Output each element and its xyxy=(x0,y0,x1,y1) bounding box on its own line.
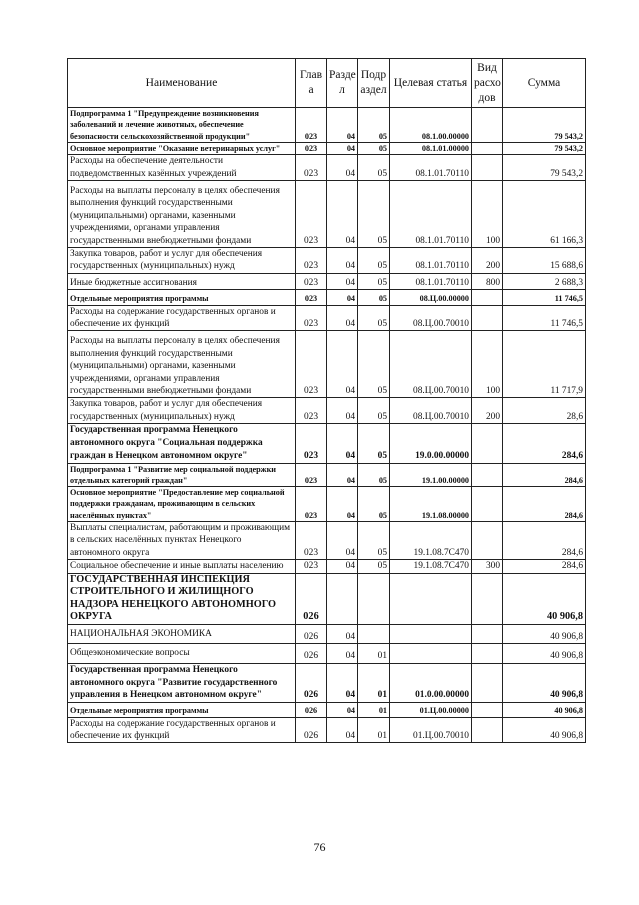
row-subsection: 05 xyxy=(358,155,390,181)
row-target: 08.1.00.00000 xyxy=(390,108,472,143)
row-section: 04 xyxy=(327,181,358,248)
row-subsection: 05 xyxy=(358,487,390,522)
row-subsection: 05 xyxy=(358,463,390,487)
table-row xyxy=(68,305,586,331)
row-amount: 11 717,9 xyxy=(503,331,586,398)
row-name: Расходы на выплаты персоналу в целях обеспечения выполнения функций государственными (муниципальными) органами, казенными учреждениями, органами управления государственными внебюджетными фондами xyxy=(68,331,296,398)
row-target: 08.1.01.70110 xyxy=(390,273,472,289)
row-section xyxy=(327,573,358,624)
row-expense-type xyxy=(472,155,503,181)
table-row xyxy=(68,273,586,289)
row-subsection: 05 xyxy=(358,181,390,248)
row-chapter: 026 xyxy=(296,625,327,644)
row-target: 08.Ц.00.70010 xyxy=(390,305,472,331)
row-amount: 61 166,3 xyxy=(503,181,586,248)
row-name: Расходы на обеспечение деятельности подведомственных казённых учреждений xyxy=(68,155,296,181)
row-target: 08.Ц.00.00000 xyxy=(390,290,472,305)
row-section: 04 xyxy=(327,703,358,717)
table-row xyxy=(68,248,586,274)
table-row xyxy=(68,703,586,717)
row-amount: 40 906,8 xyxy=(503,717,586,743)
row-chapter: 026 xyxy=(296,717,327,743)
row-amount: 284,6 xyxy=(503,522,586,560)
row-name: Основное мероприятие "Оказание ветеринарных услуг" xyxy=(68,142,296,154)
row-amount: 284,6 xyxy=(503,487,586,522)
row-amount: 11 746,5 xyxy=(503,305,586,331)
row-chapter: 023 xyxy=(296,142,327,154)
table-row xyxy=(68,487,586,522)
row-section: 04 xyxy=(327,717,358,743)
table-row xyxy=(68,181,586,248)
row-subsection: 05 xyxy=(358,331,390,398)
row-chapter: 023 xyxy=(296,398,327,424)
row-chapter: 023 xyxy=(296,487,327,522)
row-target: 01.Ц.00.70010 xyxy=(390,717,472,743)
row-amount: 79 543,2 xyxy=(503,155,586,181)
row-name: Иные бюджетные ассигнования xyxy=(68,273,296,289)
row-name: Общеэкономические вопросы xyxy=(68,644,296,663)
header-section: Разде л xyxy=(327,59,358,108)
table-row xyxy=(68,717,586,743)
row-name: Расходы на содержание государственных органов и обеспечение их функций xyxy=(68,717,296,743)
row-subsection: 01 xyxy=(358,703,390,717)
row-section: 04 xyxy=(327,273,358,289)
row-amount: 79 543,2 xyxy=(503,108,586,143)
row-chapter: 026 xyxy=(296,663,327,702)
row-target: 08.1.01.70110 xyxy=(390,181,472,248)
row-chapter: 023 xyxy=(296,331,327,398)
row-chapter: 023 xyxy=(296,463,327,487)
row-chapter: 023 xyxy=(296,248,327,274)
row-target: 19.1.08.7С470 xyxy=(390,560,472,573)
table-header-row xyxy=(68,59,586,108)
row-chapter: 026 xyxy=(296,573,327,624)
row-expense-type xyxy=(472,108,503,143)
budget-table xyxy=(67,58,586,743)
row-section: 04 xyxy=(327,560,358,573)
row-target: 08.1.01.70110 xyxy=(390,248,472,274)
row-expense-type xyxy=(472,663,503,702)
row-name: Социальное обеспечение и иные выплаты населению xyxy=(68,560,296,573)
row-amount: 2 688,3 xyxy=(503,273,586,289)
row-amount: 284,6 xyxy=(503,463,586,487)
row-expense-type xyxy=(472,644,503,663)
row-section: 04 xyxy=(327,625,358,644)
row-target: 19.0.00.00000 xyxy=(390,424,472,463)
row-expense-type: 100 xyxy=(472,331,503,398)
row-amount: 40 906,8 xyxy=(503,573,586,624)
row-section: 04 xyxy=(327,463,358,487)
row-chapter: 023 xyxy=(296,108,327,143)
row-subsection: 05 xyxy=(358,248,390,274)
table-row xyxy=(68,290,586,305)
row-amount: 40 906,8 xyxy=(503,663,586,702)
table-row xyxy=(68,522,586,560)
row-name: Основное мероприятие "Предоставление мер социальной поддержки гражданам, проживающим в сельских населённых пунктах" xyxy=(68,487,296,522)
row-subsection: 05 xyxy=(358,398,390,424)
row-expense-type xyxy=(472,717,503,743)
table-row xyxy=(68,398,586,424)
row-chapter: 023 xyxy=(296,155,327,181)
row-target: 01.Ц.00.00000 xyxy=(390,703,472,717)
row-target xyxy=(390,573,472,624)
row-target: 08.Ц.00.70010 xyxy=(390,398,472,424)
row-expense-type xyxy=(472,703,503,717)
row-expense-type xyxy=(472,463,503,487)
row-subsection: 05 xyxy=(358,108,390,143)
row-subsection xyxy=(358,573,390,624)
row-name: Отдельные мероприятия программы xyxy=(68,290,296,305)
row-amount: 284,6 xyxy=(503,424,586,463)
row-section: 04 xyxy=(327,305,358,331)
row-chapter: 023 xyxy=(296,181,327,248)
row-target: 08.1.01.00000 xyxy=(390,142,472,154)
table-row xyxy=(68,573,586,624)
row-expense-type: 800 xyxy=(472,273,503,289)
row-section: 04 xyxy=(327,142,358,154)
row-name: Выплаты специалистам, работающим и проживающим в сельских населённых пунктах Ненецкого автономного округа xyxy=(68,522,296,560)
row-name: Подпрограмма 1 "Развитие мер социальной поддержки отдельных категорий граждан" xyxy=(68,463,296,487)
table-row xyxy=(68,424,586,463)
row-target: 19.1.08.00000 xyxy=(390,487,472,522)
row-chapter: 026 xyxy=(296,644,327,663)
row-expense-type: 300 xyxy=(472,560,503,573)
row-chapter: 026 xyxy=(296,703,327,717)
row-subsection: 05 xyxy=(358,142,390,154)
row-target xyxy=(390,625,472,644)
row-section: 04 xyxy=(327,155,358,181)
row-subsection: 01 xyxy=(358,717,390,743)
row-target: 01.0.00.00000 xyxy=(390,663,472,702)
row-expense-type xyxy=(472,305,503,331)
row-amount: 40 906,8 xyxy=(503,625,586,644)
table-row xyxy=(68,108,586,143)
row-amount: 284,6 xyxy=(503,560,586,573)
table-row xyxy=(68,560,586,573)
row-target: 19.1.00.00000 xyxy=(390,463,472,487)
row-subsection: 05 xyxy=(358,290,390,305)
table-row xyxy=(68,463,586,487)
table-row xyxy=(68,331,586,398)
header-subsection: Подр аздел xyxy=(358,59,390,108)
row-chapter: 023 xyxy=(296,290,327,305)
row-amount: 79 543,2 xyxy=(503,142,586,154)
row-subsection: 01 xyxy=(358,663,390,702)
header-expense-type: Вид расхо дов xyxy=(472,59,503,108)
header-target-article: Целевая статья xyxy=(390,59,472,108)
row-chapter: 023 xyxy=(296,305,327,331)
table-row xyxy=(68,663,586,702)
header-chapter: Глав а xyxy=(296,59,327,108)
row-subsection: 05 xyxy=(358,305,390,331)
row-chapter: 023 xyxy=(296,522,327,560)
row-name: Государственная программа Ненецкого автономного округа "Развитие государственного управления в Ненецком автономном округе" xyxy=(68,663,296,702)
row-name: Отдельные мероприятия программы xyxy=(68,703,296,717)
row-name: Закупка товаров, работ и услуг для обеспечения государственных (муниципальных) нужд xyxy=(68,398,296,424)
row-subsection xyxy=(358,625,390,644)
row-chapter: 023 xyxy=(296,424,327,463)
row-name: Государственная программа Ненецкого автономного округа "Социальная поддержка граждан в Ненецком автономном округе" xyxy=(68,424,296,463)
row-chapter: 023 xyxy=(296,273,327,289)
row-section: 04 xyxy=(327,398,358,424)
row-target: 19.1.08.7С470 xyxy=(390,522,472,560)
row-section: 04 xyxy=(327,663,358,702)
table-row xyxy=(68,644,586,663)
row-name: ГОСУДАРСТВЕННАЯ ИНСПЕКЦИЯ СТРОИТЕЛЬНОГО И ЖИЛИЩНОГО НАДЗОРА НЕНЕЦКОГО АВТОНОМНОГО ОКРУГА xyxy=(68,573,296,624)
row-target: 08.Ц.00.70010 xyxy=(390,331,472,398)
row-expense-type xyxy=(472,522,503,560)
row-expense-type: 100 xyxy=(472,181,503,248)
row-amount: 40 906,8 xyxy=(503,703,586,717)
row-name: Расходы на содержание государственных органов и обеспечение их функций xyxy=(68,305,296,331)
row-subsection: 05 xyxy=(358,424,390,463)
row-name: Расходы на выплаты персоналу в целях обеспечения выполнения функций государственными (муниципальными) органами, казенными учреждениями, органами управления государственными внебюджетными фондами xyxy=(68,181,296,248)
table-row xyxy=(68,142,586,154)
header-amount: Сумма xyxy=(503,59,586,108)
page-number: 76 xyxy=(313,840,326,854)
header-name: Наименование xyxy=(68,59,296,108)
row-section: 04 xyxy=(327,331,358,398)
row-expense-type xyxy=(472,424,503,463)
table-row xyxy=(68,155,586,181)
row-expense-type xyxy=(472,142,503,154)
row-target xyxy=(390,644,472,663)
row-expense-type xyxy=(472,487,503,522)
row-section: 04 xyxy=(327,108,358,143)
row-subsection: 05 xyxy=(358,522,390,560)
row-name: Закупка товаров, работ и услуг для обеспечения государственных (муниципальных) нужд xyxy=(68,248,296,274)
row-amount: 40 906,8 xyxy=(503,644,586,663)
row-section: 04 xyxy=(327,487,358,522)
row-section: 04 xyxy=(327,644,358,663)
row-section: 04 xyxy=(327,290,358,305)
row-expense-type: 200 xyxy=(472,398,503,424)
row-expense-type: 200 xyxy=(472,248,503,274)
row-target: 08.1.01.70110 xyxy=(390,155,472,181)
row-name: НАЦИОНАЛЬНАЯ ЭКОНОМИКА xyxy=(68,625,296,644)
row-amount: 15 688,6 xyxy=(503,248,586,274)
row-amount: 28,6 xyxy=(503,398,586,424)
row-subsection: 05 xyxy=(358,273,390,289)
row-chapter: 023 xyxy=(296,560,327,573)
row-amount: 11 746,5 xyxy=(503,290,586,305)
row-section: 04 xyxy=(327,424,358,463)
table-row xyxy=(68,625,586,644)
row-expense-type xyxy=(472,625,503,644)
row-subsection: 01 xyxy=(358,644,390,663)
row-subsection: 05 xyxy=(358,560,390,573)
row-section: 04 xyxy=(327,248,358,274)
row-name: Подпрограмма 1 "Предупреждение возникновения заболеваний и лечение животных, обеспечение безопасности сельскохозяйственной продукции" xyxy=(68,108,296,143)
row-expense-type xyxy=(472,290,503,305)
row-section: 04 xyxy=(327,522,358,560)
row-expense-type xyxy=(472,573,503,624)
